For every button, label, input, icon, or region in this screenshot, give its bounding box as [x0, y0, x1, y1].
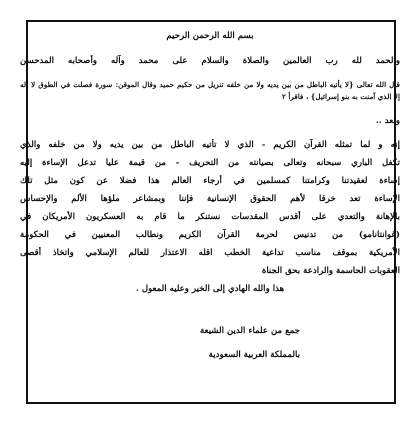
- body-line: بالإهانة والتعدي على أقدس المقدسات نستنكر ما قام به العسكريون الأمريكان في: [20, 212, 400, 222]
- body-line: الأمريكية بموقف مناسب تداعية الخطب اقله الاعتذار للعالم الإسلامي واتخاذ أقصى: [20, 248, 400, 258]
- quran-quote-line-1: قال الله تعالى {لا يأتيه الباطل من بين يديه ولا من خلفه تنزيل من حكيم حميد وقال الموقن: سورة فصلت في الطوق لا إله: [20, 80, 400, 89]
- basmala: بسم الله الرحمن الرحيم: [166, 31, 254, 41]
- opening-praise: والحمد لله رب العالمين والصلاة والسلام على محمد وآله وأصحابه المدحسن: [20, 56, 400, 66]
- body-line: إنه و لما تمثله القرآن الكريم - الذي لا تأتيه الباطل من بين يديه ولا من خلفه والذي: [20, 140, 400, 150]
- signature-line-1: جمع من علماء الدين الشيعة: [199, 326, 300, 336]
- quran-quote-line-2: إلا الذي آمنت به بنو إسرائيل} ، فاقرأ ٢: [282, 92, 400, 101]
- closing-line: هذا والله الهادي إلى الخير وعليه المعول .: [135, 284, 285, 294]
- wabad-heading: وبعد ..: [375, 116, 400, 126]
- body-line: (غوانتانامو) من تدنيس لحرمة القرآن الكريم ونطالب المعنيين في الحكومة: [20, 230, 400, 240]
- body-line: إساءة لعقيدتنا وكرامتنا كمسلمين في أرجاء العالم هذا فضلا عن كون مثل تلك: [20, 176, 400, 186]
- body-line: العقوبات الحاسمة والرادعة بحق الجناة: [261, 266, 400, 276]
- body-line: الإساءة تعد خرقا لأهم الحقوق الإنسانية فإننا وبمشاعر ملؤها الألم والإحساس: [20, 194, 400, 204]
- body-line: تكفل الباري سبحانه وتعالى بصيانته من التحريف - من قيمة عليا تدعل الإساءة إليه: [20, 158, 400, 168]
- signature-line-2: بالمملكة العربية السعودية: [208, 350, 300, 360]
